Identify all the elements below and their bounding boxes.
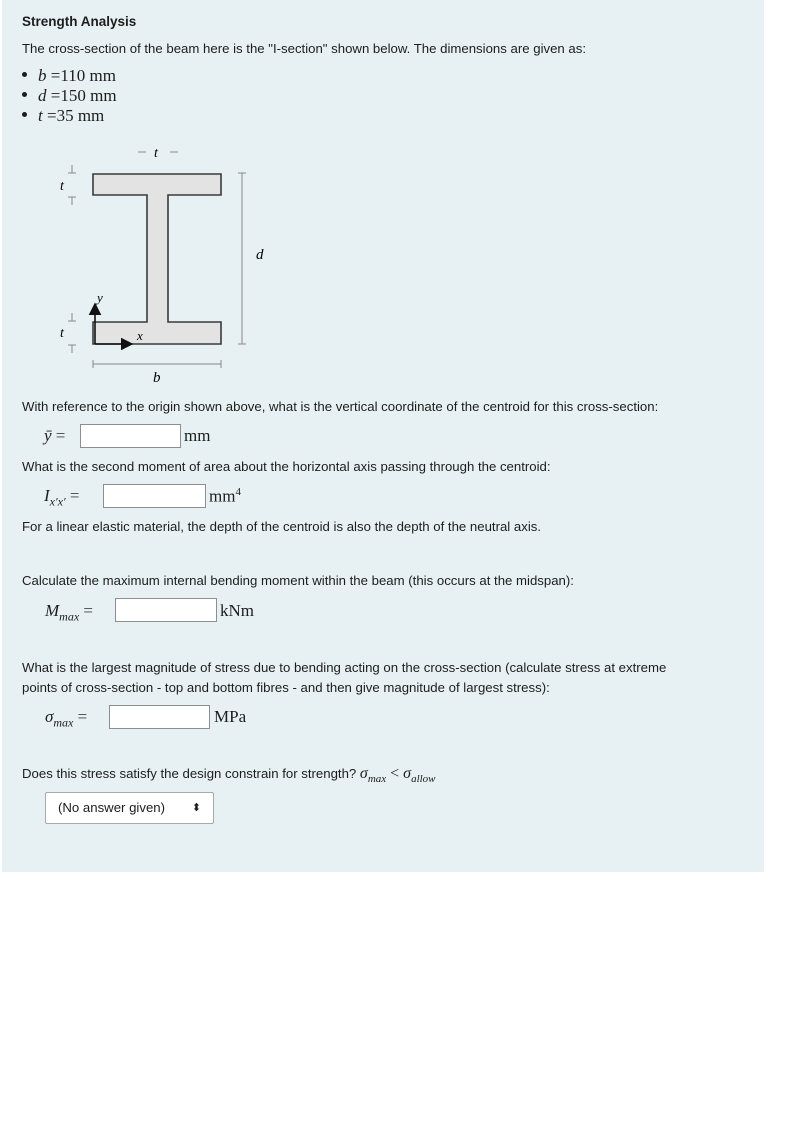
select-value: (No answer given) (58, 800, 166, 815)
b-dimension-line (93, 360, 221, 368)
ybar-unit: mm (184, 426, 211, 445)
neutral-axis-note: For a linear elastic material, the depth of the centroid is also the depth of the neutral axis. (22, 519, 542, 534)
ixx-unit: $mm^4$ (209, 486, 241, 506)
mmax-unit: kNm (220, 601, 254, 620)
intro-text: The cross-section of the beam here is the "I-section" shown below. The dimensions are given as: (22, 41, 587, 56)
t-label-left-bottom: t (60, 326, 64, 341)
q5-text: Does this stress satisfy the design constrain for strength? $\sigma_{max} < \sigma_{allow}$ (22, 765, 436, 786)
b-label: b (153, 370, 161, 386)
list-item: t =35 mm (22, 106, 117, 126)
sigmamax-input[interactable] (109, 705, 210, 729)
q4-text-line2: points of cross-section - top and bottom fibres - and then give magnitude of largest stress): (22, 680, 550, 695)
list-item: b =110 mm (22, 66, 117, 86)
ybar-input[interactable] (80, 424, 181, 448)
t-dimension-left-top (68, 165, 76, 205)
select-arrow-icon: ⬍ (191, 802, 201, 814)
q4-text-line1: What is the largest magnitude of stress due to bending acting on the cross-section (calculate stress at extreme (22, 660, 667, 675)
y-axis-label: y (97, 290, 103, 305)
d-label: d (256, 247, 264, 263)
ixx-input[interactable] (103, 484, 206, 508)
sigmamax-symbol: $\sigma_{max}$ = (45, 707, 88, 730)
page-title: Strength Analysis (22, 14, 137, 29)
dimension-list (22, 66, 117, 126)
ixx-symbol: $I_{x'x'}$ = (44, 486, 80, 509)
q2-text: What is the second moment of area about the horizontal axis passing through the centroid: (22, 459, 551, 474)
sigmamax-unit: MPa (214, 707, 247, 726)
d-dimension-line (238, 173, 246, 344)
t-dimension-left-bottom (68, 313, 76, 353)
mmax-input[interactable] (115, 598, 217, 622)
ybar-symbol: ȳ = (44, 426, 66, 445)
q3-text: Calculate the maximum internal bending moment within the beam (this occurs at the midspan): (22, 573, 574, 588)
bullet-icon (22, 112, 27, 117)
i-section-diagram (40, 138, 280, 390)
t-label-top: t (154, 146, 158, 161)
bullet-icon (22, 92, 27, 97)
design-constraint-select[interactable] (45, 792, 214, 824)
i-section-shape (93, 174, 221, 344)
t-label-left-top: t (60, 179, 64, 194)
mmax-symbol: $M_{max}$ = (45, 601, 94, 624)
bullet-icon (22, 72, 27, 77)
q1-text: With reference to the origin shown above, what is the vertical coordinate of the centroid for this cross-section: (22, 399, 659, 414)
x-axis-label: x (137, 328, 143, 343)
list-item: d =150 mm (22, 86, 117, 106)
